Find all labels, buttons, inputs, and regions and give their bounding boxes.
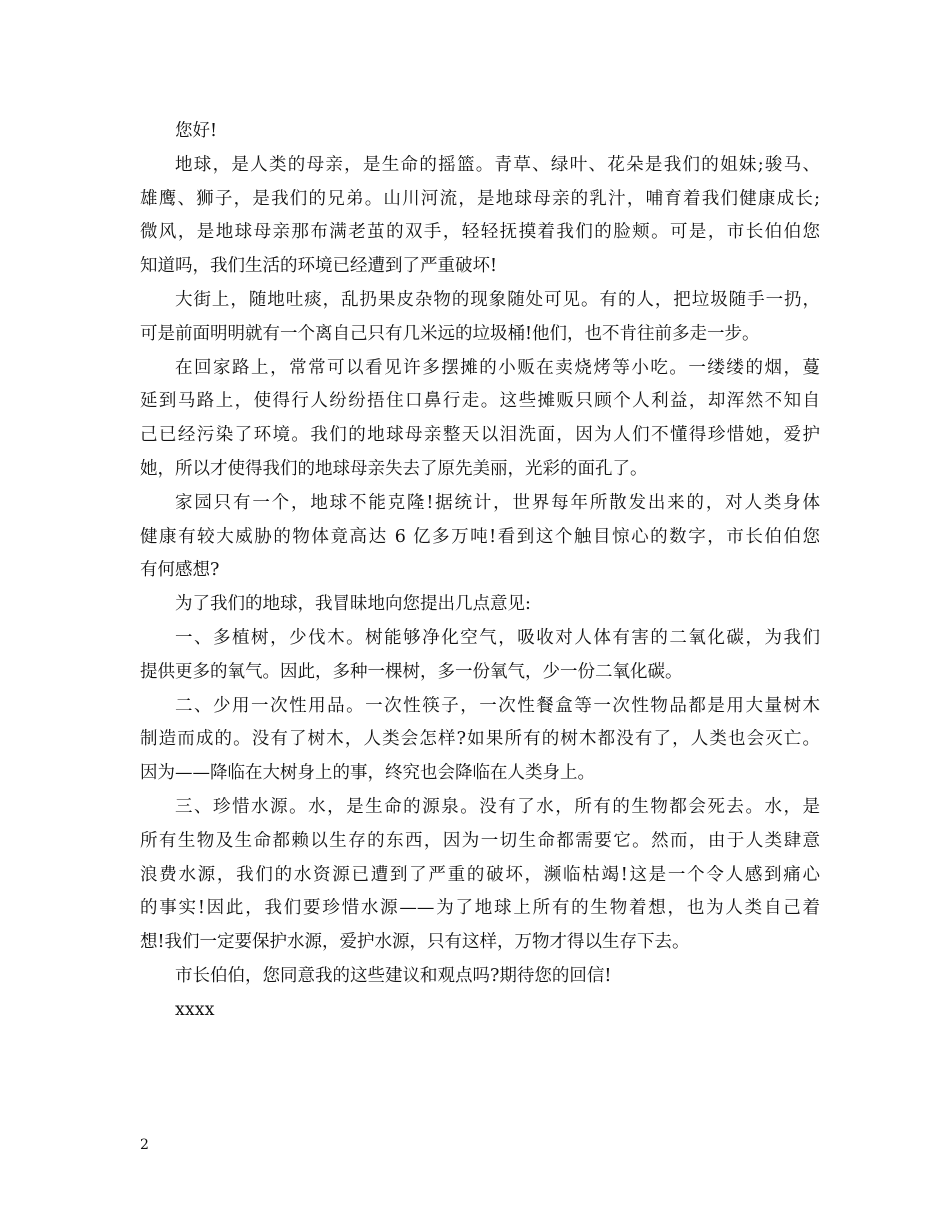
text-line: 健康有较大威胁的物体竟高达 6 亿多万吨!看到这个触目惊心的数字，市长伯伯您 xyxy=(140,526,820,547)
text-line: 浪费水源，我们的水资源已遭到了严重的破坏，濒临枯竭!这是一个令人感到痛心 xyxy=(140,864,820,885)
text-line: 想!我们一定要保护水源，爱护水源，只有这样，万物才得以生存下去。 xyxy=(140,932,690,953)
text-line: 您好! xyxy=(175,121,218,141)
text-line: 的事实!因此，我们要珍惜水源——为了地球上所有的生物着想，也为人类自己着 xyxy=(140,898,820,919)
text-line: 延到马路上，使得行人纷纷捂住口鼻行走。这些摊贩只顾个人利益，却浑然不知自 xyxy=(140,391,820,412)
text-line: 制造而成的。没有了树木，人类会怎样?如果所有的树木都没有了，人类也会灭亡。 xyxy=(140,729,820,750)
text-line: 所有生物及生命都赖以生存的东西，因为一切生命都需要它。然而，由于人类肆意 xyxy=(140,830,820,851)
text-line: 家园只有一个，地球不能克隆!据统计，世界每年所散发出来的，对人类身体 xyxy=(175,492,820,513)
text-line: xxxx xyxy=(175,999,215,1020)
text-line: 在回家路上，常常可以看见许多摆摊的小贩在卖烧烤等小吃。一缕缕的烟，蔓 xyxy=(175,357,820,378)
text-line: 可是前面明明就有一个离自己只有几米远的垃圾桶!他们，也不肯往前多走一步。 xyxy=(140,323,760,344)
text-line: 大街上，随地吐痰，乱扔果皮杂物的现象随处可见。有的人，把垃圾随手一扔， xyxy=(175,289,820,310)
page-number: 2 xyxy=(140,1137,149,1153)
text-line: 微风，是地球母亲那布满老茧的双手，轻轻抚摸着我们的脸颊。可是，市长伯伯您 xyxy=(140,222,820,243)
letter-body xyxy=(140,115,820,1028)
text-line: 地球，是人类的母亲，是生命的摇篮。青草、绿叶、花朵是我们的姐妹;骏马、 xyxy=(175,154,820,175)
text-line: 有何感想? xyxy=(140,560,220,581)
text-line: 市长伯伯，您同意我的这些建议和观点吗?期待您的回信! xyxy=(175,965,612,986)
text-line: 三、珍惜水源。水，是生命的源泉。没有了水，所有的生物都会死去。水，是 xyxy=(175,796,820,817)
text-line: 雄鹰、狮子，是我们的兄弟。山川河流，是地球母亲的乳汁，哺育着我们健康成长; xyxy=(140,188,820,209)
text-line: 提供更多的氧气。因此，多种一棵树，多一份氧气，少一份二氧化碳。 xyxy=(140,661,683,682)
text-line: 二、少用一次性用品。一次性筷子，一次性餐盒等一次性物品都是用大量树木 xyxy=(175,695,820,716)
text-line: 因为——降临在大树身上的事，终究也会降临在人类身上。 xyxy=(140,763,595,784)
text-line: 知道吗，我们生活的环境已经遭到了严重破坏! xyxy=(140,256,498,277)
text-line: 己已经污染了环境。我们的地球母亲整天以泪洗面，因为人们不懂得珍惜她，爱护 xyxy=(140,425,820,446)
text-line: 她，所以才使得我们的地球母亲失去了原先美丽，光彩的面孔了。 xyxy=(140,458,648,479)
text-line: 为了我们的地球，我冒昧地向您提出几点意见: xyxy=(175,594,531,615)
text-line: 一、多植树，少伐木。树能够净化空气，吸收对人体有害的二氧化碳，为我们 xyxy=(175,627,820,648)
